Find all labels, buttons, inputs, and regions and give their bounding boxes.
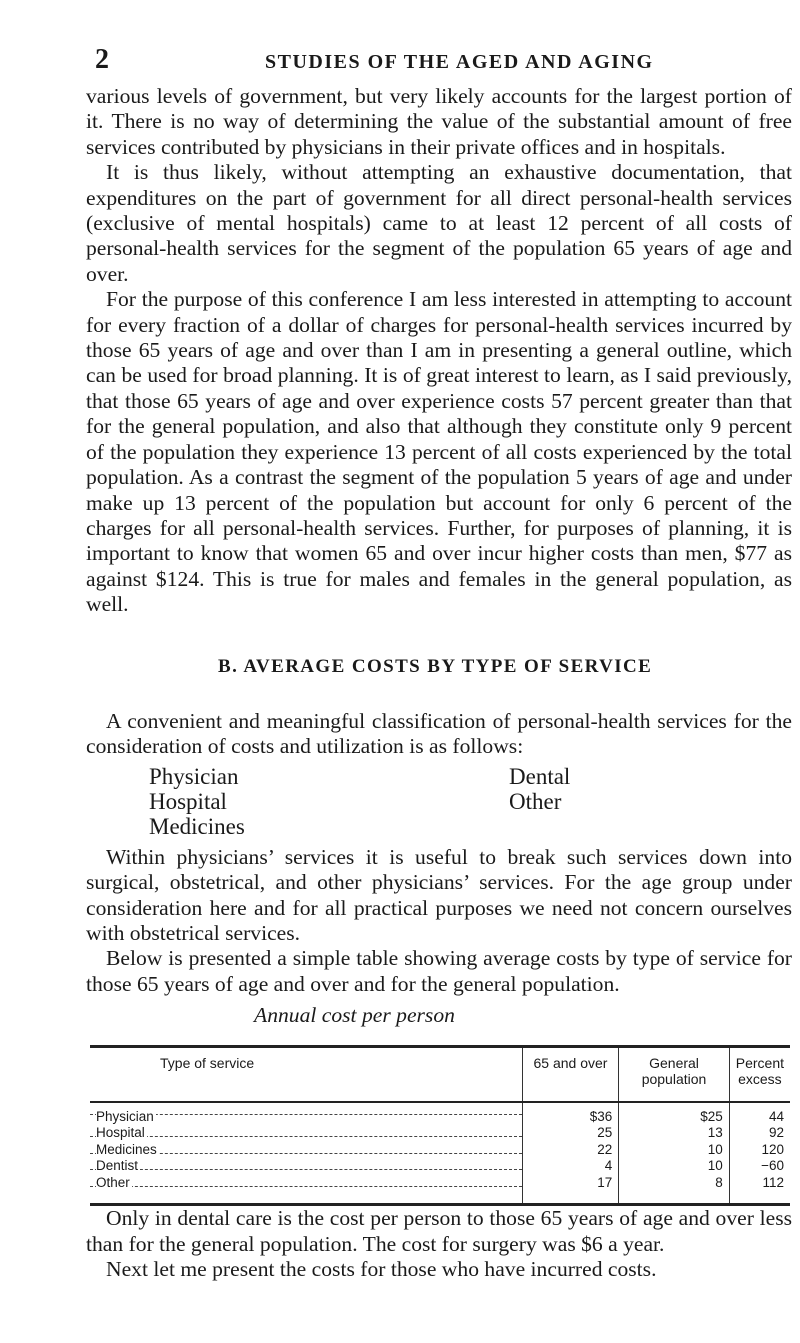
cell-65-and-over: 25: [522, 1125, 619, 1142]
section-heading: B. AVERAGE COSTS BY TYPE OF SERVICE: [218, 655, 653, 677]
row-label: Other: [90, 1175, 522, 1205]
column-header: Percent excess: [729, 1046, 790, 1102]
row-label: Dentist: [90, 1158, 522, 1175]
body-text: [86, 84, 792, 1282]
cost-table: [90, 1045, 790, 1207]
row-label: Physician: [90, 1102, 522, 1126]
classification-list: [149, 764, 792, 839]
cell-percent-excess: 44: [729, 1102, 790, 1126]
cell-general-population: 10: [619, 1158, 729, 1175]
page-header: [95, 44, 730, 76]
table-row: [90, 1175, 790, 1205]
table-row: [90, 1125, 790, 1142]
classification-item: Dental: [509, 763, 571, 789]
column-header: 65 and over: [522, 1046, 619, 1102]
table-row: [90, 1102, 790, 1126]
cell-65-and-over: 17: [522, 1175, 619, 1205]
cell-general-population: 8: [619, 1175, 729, 1205]
table-row: [90, 1158, 790, 1175]
table-header-row: [90, 1046, 790, 1102]
classification-item: Other: [509, 788, 562, 814]
page-number: 2: [95, 44, 109, 75]
table-caption: Annual cost per person: [254, 1003, 455, 1028]
cell-65-and-over: 22: [522, 1142, 619, 1159]
cell-percent-excess: 92: [729, 1125, 790, 1142]
paragraph: Only in dental care is the cost per person to those 65 years of age and over less than for the general population. The cost for surgery was $6 a year.: [86, 1206, 792, 1256]
running-head: STUDIES OF THE AGED AND AGING: [265, 51, 654, 73]
cell-65-and-over: 4: [522, 1158, 619, 1175]
cell-65-and-over: $36: [522, 1102, 619, 1126]
paragraph: Below is presented a simple table showing average costs by type of service for those 65 years of age and over and for the general population.: [86, 946, 792, 996]
classification-item: Medicines: [149, 813, 245, 839]
paragraph: For the purpose of this conference I am less interested in attempting to account for every fraction of a dollar of charges for personal-health services incurred by those 65 years of age and over than I am in presenting a general outline, which can be used for broad planning. It is of great interest to learn, as I said previously, that those 65 years of age and over experience costs 57 percent greater than that for the general population, and also that although they constitute only 9 percent of the population they experience 13 percent of all costs experienced by the total population. As a contrast the segment of the population 5 years of age and under make up 13 percent of the population but account for only 6 percent of the charges for all personal-health services. Further, for purposes of planning, it is important to know that women 65 and over incur higher costs than men, $77 as against $124. This is true for males and females in the general population, as well.: [86, 287, 792, 617]
paragraph: various levels of government, but very likely accounts for the largest portion of it. There is no way of determining the value of the substantial amount of free services contributed by physicians in their private offices and in hospitals.: [86, 84, 792, 159]
row-label: Hospital: [90, 1125, 522, 1142]
cell-percent-excess: 112: [729, 1175, 790, 1205]
paragraph: A convenient and meaningful classification of personal-health services for the consideration of costs and utilization is as follows:: [86, 708, 792, 759]
cell-percent-excess: −60: [729, 1158, 790, 1175]
cell-general-population: $25: [619, 1102, 729, 1126]
row-label: Medicines: [90, 1142, 522, 1159]
cell-general-population: 10: [619, 1142, 729, 1159]
table-row: [90, 1142, 790, 1159]
paragraph: Within physicians’ services it is useful to break such services down into surgical, obstetrical, and other physicians’ services. For the age group under consideration here and for all practical purposes we need not concern ourselves with obstetrical services.: [86, 844, 792, 945]
paragraph: It is thus likely, without attempting an exhaustive documentation, that expenditures on the part of government for all direct personal-health services (exclusive of mental hospitals) came to at least 12 percent of all costs of personal-health services for the segment of the population 65 years of age and over.: [86, 160, 792, 286]
classification-item: Physician: [149, 763, 239, 789]
column-header: General population: [619, 1046, 729, 1102]
column-header: Type of service: [90, 1046, 522, 1102]
classification-item: Hospital: [149, 788, 227, 814]
cell-percent-excess: 120: [729, 1142, 790, 1159]
cell-general-population: 13: [619, 1125, 729, 1142]
paragraph: Next let me present the costs for those who have incurred costs.: [106, 1256, 657, 1281]
